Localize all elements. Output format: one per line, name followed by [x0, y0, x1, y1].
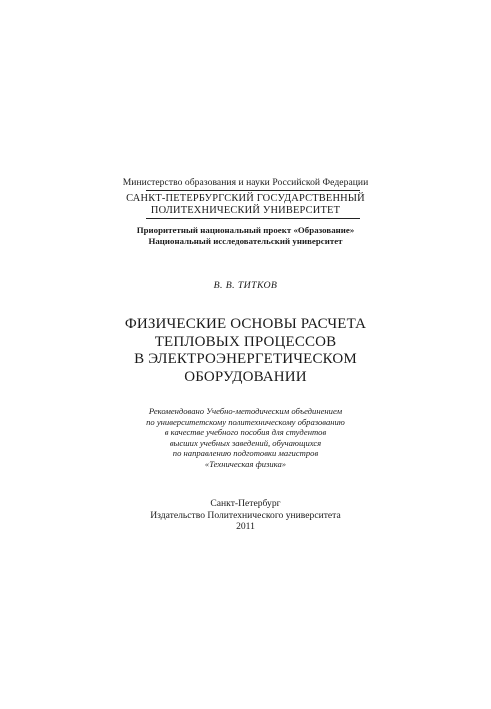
title-line-1: ФИЗИЧЕСКИЕ ОСНОВЫ РАСЧЕТА — [124, 316, 367, 332]
recommendation-line-3: в качестве учебного пособия для студентов — [164, 427, 327, 438]
bottom-rule — [146, 218, 360, 219]
university-line-2: ПОЛИТЕХНИЧЕСКИЙ УНИВЕРСИТЕТ — [150, 205, 341, 216]
book-title — [0, 316, 491, 386]
recommendation-line-4: высших учебных заведений, обучающихся — [169, 437, 322, 448]
recommendation-line-1: Рекомендовано Учебно-методическим объединением — [148, 406, 343, 416]
project-line-1: Приоритетный национальный проект «Образование» — [136, 225, 355, 235]
imprint-year: 2011 — [236, 521, 255, 533]
ministry-name: Министерство образования и науки Российской Федерации — [122, 177, 369, 188]
recommendation-line-2: по университетскому политехническому образованию — [146, 416, 345, 427]
university-line-1: САНКТ-ПЕТЕРБУРГСКИЙ ГОСУДАРСТВЕННЫЙ — [126, 193, 365, 204]
university-name — [0, 193, 491, 217]
title-line-4: ОБОРУДОВАНИИ — [184, 368, 307, 385]
title-line-3: В ЭЛЕКТРОЭНЕРГЕТИЧЕСКОМ — [134, 351, 357, 367]
recommendation-text — [0, 406, 491, 470]
imprint — [0, 498, 491, 533]
top-rule — [146, 190, 360, 191]
project-line-2: Национальный исследовательский университет — [148, 236, 343, 246]
recommendation-line-5: по направлению подготовки магистров — [172, 448, 319, 459]
project-info — [0, 225, 491, 247]
imprint-city: Санкт-Петербург — [210, 498, 281, 509]
recommendation-line-6: «Техническая физика» — [204, 458, 287, 469]
title-line-2: ТЕПЛОВЫХ ПРОЦЕССОВ — [154, 333, 337, 350]
author-name: В. В. ТИТКОВ — [213, 280, 278, 291]
imprint-publisher: Издательство Политехнического университета — [150, 509, 341, 521]
